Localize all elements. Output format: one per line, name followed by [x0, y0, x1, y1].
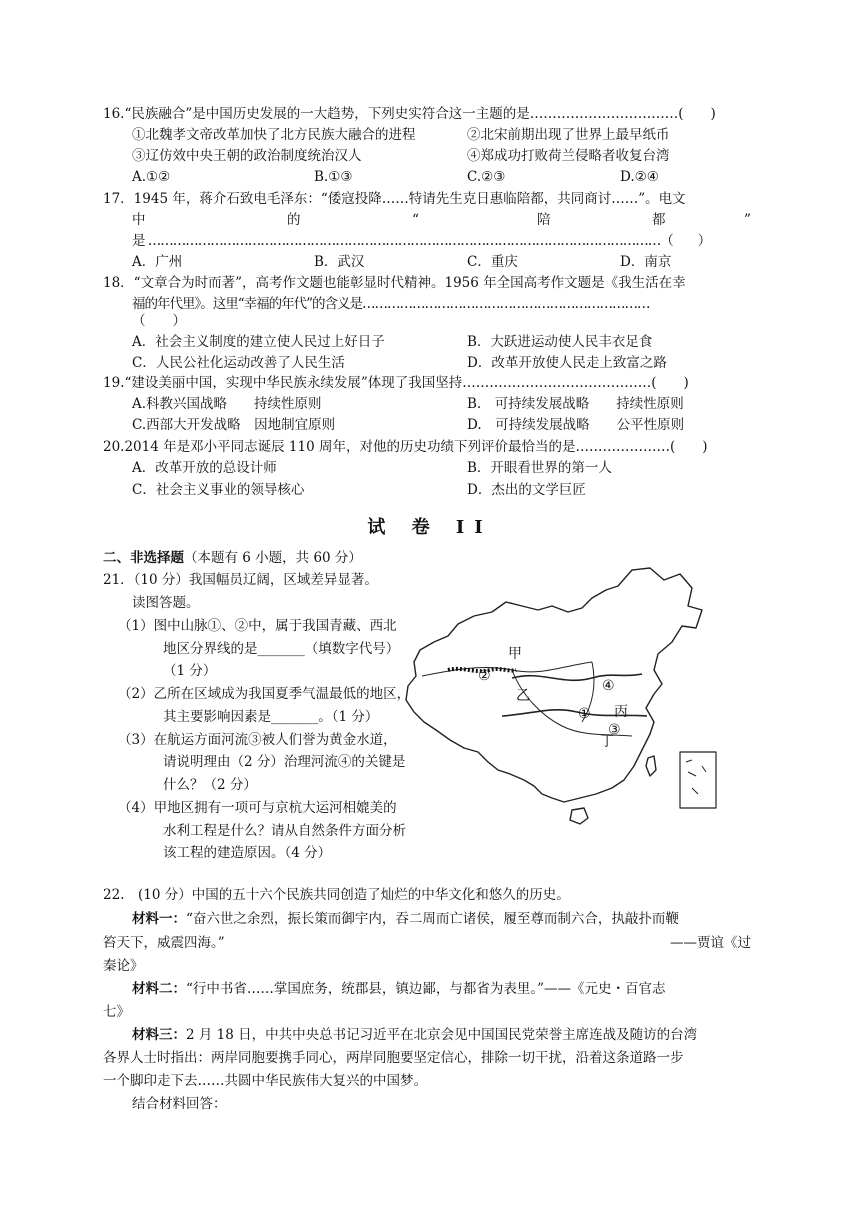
q22-material-2-line-2: 七》 [103, 1004, 130, 1020]
map-label-4: ④ [602, 678, 615, 694]
q16-stem: 16.“民族融合”是中国历史发展的一大趋势，下列史实符合这一主题的是……………………………( ) [103, 106, 716, 122]
q22-material-3-label: 材料三： [132, 1027, 186, 1043]
q19-option-d: D. 可持续发展战略 公平性原则 [467, 417, 685, 433]
q17-line-3: 是 ……………………………………………………………………………………………………………（ ） [132, 233, 711, 249]
q17-line-2b: 的 [287, 212, 301, 228]
q17-option-c: C．重庆 [467, 254, 518, 270]
q16-option-a: A.①② [132, 169, 171, 185]
q21-part-4-b: 水利工程是什么？请从自然条件方面分析 [163, 823, 406, 839]
map-label-bing: 丙 [614, 704, 628, 720]
q17-option-d: D．南京 [620, 254, 672, 270]
section-2-heading [103, 548, 362, 568]
q21-part-4-a: （4）甲地区拥有一项可与京杭大运河相媲美的 [118, 800, 397, 816]
q22-material-1 [132, 908, 679, 930]
q17-line-2d: 陪 [537, 212, 551, 228]
q21-part-4-c: 该工程的建造原因。（4 分） [163, 845, 332, 861]
map-south-sea-inset [680, 752, 716, 808]
q21-part-3-a: （3）在航运方面河流③被人们誉为黄金水道， [118, 732, 397, 748]
map-label-ding: 丁 [600, 734, 614, 750]
q18-option-b: B．大跃进运动使人民丰衣足食 [467, 334, 653, 350]
q20-option-a: A．改革开放的总设计师 [132, 460, 277, 476]
q16-item-1: ①北魏孝文帝改革加快了北方民族大融合的进程 [132, 127, 416, 143]
map-taiwan [646, 756, 656, 776]
map-inset-marks [686, 760, 706, 794]
q22-material-2-label: 材料二： [132, 981, 186, 997]
q22-material-3 [132, 1024, 697, 1046]
q20-option-c: C．社会主义事业的领导核心 [132, 482, 305, 498]
q16-item-3: ③辽仿效中央王朝的政治制度统治汉人 [132, 148, 362, 164]
q21-part-1-b: 地区分界线的是_______（填数字代号） [163, 641, 400, 657]
map-label-yi: 乙 [516, 688, 530, 704]
paper-2-title: 试 卷 II [367, 517, 493, 538]
q22-material-1-line-3: 秦论》 [103, 958, 144, 974]
q18-line-2: 福的年代里》。这里“幸福的年代”的含义是…………………………………………………………… [132, 296, 650, 312]
q22-line-1: 22. (10 分）中国的五十六个民族共同创造了灿烂的中华文化和悠久的历史。 [103, 887, 570, 903]
map-hainan [570, 808, 588, 824]
q18-line-3: （ ） [132, 313, 186, 329]
map-river-4 [512, 674, 642, 680]
q22-material-1-label: 材料一： [132, 911, 186, 927]
q22-material-1-line-1: “奋六世之余烈，振长策而御宇内，吞二周而亡诸侯，履至尊而制六合，执敲扑而鞭 [186, 911, 679, 927]
q22-end: 结合材料回答： [132, 1096, 227, 1112]
q20-option-b: B．开眼看世界的第一人 [467, 460, 612, 476]
q22-material-3-line-2: 各界人士时指出：两岸同胞要携手同心，两岸同胞要坚定信心，排除一切干扰，沿着这条道路一步 [103, 1050, 684, 1066]
q21-part-2-b: 其主要影响因素是_______。（1 分） [163, 709, 379, 725]
map-boundary-1 [422, 662, 592, 676]
q17-line-2f: ” [744, 212, 751, 228]
q17-line-2e: 都 [652, 212, 666, 228]
q21-part-1-a: （1）图中山脉①、②中，属于我国青藏、西北 [118, 618, 397, 634]
q18-option-d: D．改革开放使人民走上致富之路 [467, 355, 667, 371]
china-map [392, 566, 722, 846]
q22-material-3-line-1: 2 月 18 日，中共中央总书记习近平在北京会见中国国民党荣誉主席连战及随访的台湾 [186, 1027, 698, 1043]
q18-option-a: A．社会主义制度的建立使人民过上好日子 [132, 334, 385, 350]
q19-option-a: A.科教兴国战略 持续性原则 [132, 396, 322, 412]
q16-option-c: C.②③ [467, 169, 506, 185]
map-label-3: ③ [608, 722, 621, 738]
q19-stem: 19.“建设美丽中国，实现中华民族永续发展”体现了我国坚持……………………………………( ) [103, 375, 689, 391]
q22-material-2-line-1: “行中书省……掌国庶务，统郡县，镇边鄙，与都省为表里。”——《元史・百官志 [186, 981, 666, 997]
map-outline [406, 568, 702, 802]
q22-material-3-line-3: 一个脚印走下去……共圆中华民族伟大复兴的中国梦。 [103, 1073, 427, 1089]
q22-material-2 [132, 978, 666, 1000]
q18-option-c: C．人民公社化运动改善了人民生活 [132, 355, 345, 371]
section-2-heading-rest: （本题有 6 小题，共 60 分） [184, 550, 362, 566]
section-2-heading-bold: 二、非选择题 [103, 550, 184, 566]
q20-option-d: D．杰出的文学巨匠 [467, 482, 586, 498]
q21-part-3-c: 什么？（2 分） [163, 777, 257, 793]
q21-line-2: 读图答题。 [132, 595, 200, 611]
q16-option-b: B.①③ [314, 169, 353, 185]
q21-line-1: 21．（10 分）我国幅员辽阔，区域差异显著。 [103, 572, 378, 588]
q16-item-2: ②北宋前期出现了世界上最早纸币 [467, 127, 670, 143]
q19-option-b: B. 可持续发展战略 持续性原则 [467, 396, 684, 412]
q21-part-3-b: 请说明理由（2 分）治理河流④的关键是 [163, 754, 406, 770]
q17-option-b: B．武汉 [314, 254, 365, 270]
q17-line-2c: “ [412, 212, 419, 228]
q16-option-d: D.②④ [620, 169, 659, 185]
map-label-jia: 甲 [508, 646, 522, 662]
q17-option-a: A．广州 [132, 254, 183, 270]
map-label-2: ② [478, 668, 491, 684]
q17-line-2a: 中 [132, 212, 146, 228]
q18-line-1: 18．“文章合为时而著”，高考作文题也能彰显时代精神。1956 年全国高考作文题是《我生活在幸 [103, 275, 686, 291]
map-label-1: ① [578, 706, 591, 722]
q22-material-1-line-2: 笞天下，威震四海。” [103, 935, 225, 951]
q22-material-1-source: ——贾谊《过 [670, 935, 751, 951]
q19-option-c: C.西部大开发战略 因地制宜原则 [132, 417, 336, 433]
q21-part-1-c: （1 分） [163, 663, 217, 679]
q20-stem: 20.2014 年是邓小平同志诞辰 110 周年，对他的历史功绩下列评价最恰当的是…………………( ) [103, 439, 708, 455]
q16-item-4: ④郑成功打败荷兰侵略者收复台湾 [467, 148, 670, 164]
q21-part-2-a: （2）乙所在区域成为我国夏季气温最低的地区， [118, 686, 411, 702]
q17-line-1: 17．1945 年，蒋介石致电毛泽东：“倭寇投降……特请先生克日惠临陪都，共同商讨……”。电文 [103, 191, 686, 207]
